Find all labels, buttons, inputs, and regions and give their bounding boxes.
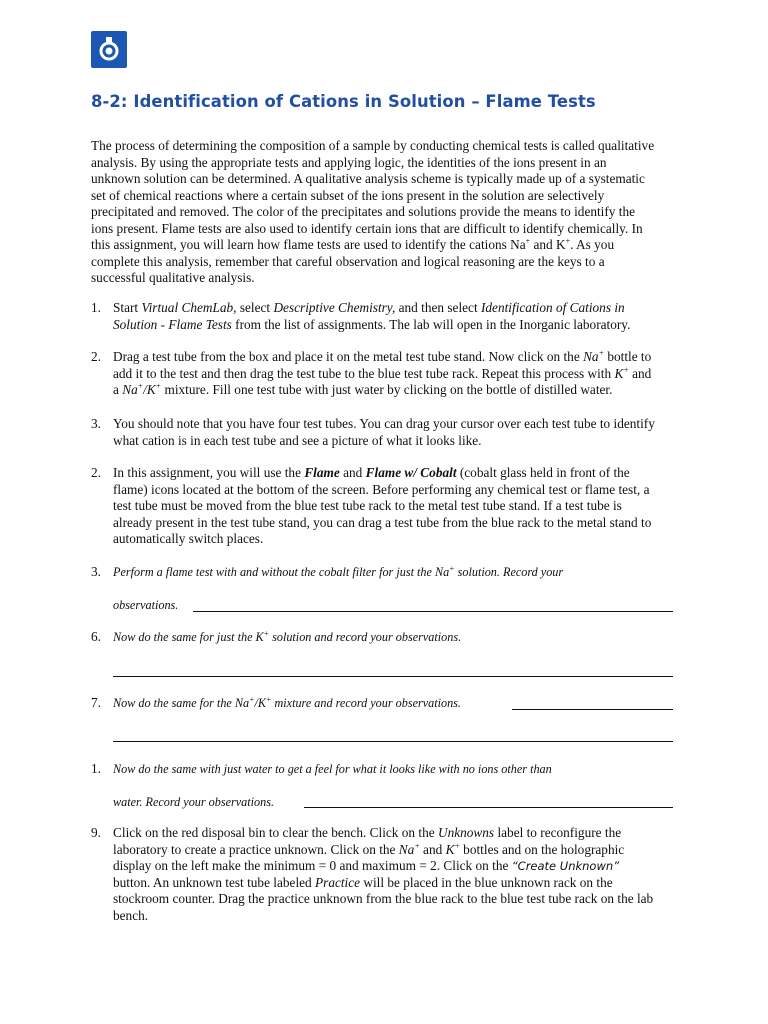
step-number: 1. — [91, 761, 101, 776]
answer-line[interactable] — [193, 611, 673, 612]
intro-line: analysis. By using the appropriate tests and applying logic, the identities of the ions present in an — [91, 154, 607, 170]
intro-line: unknown solution can be determined. A qualitative analysis scheme is typically made up of a systematic — [91, 171, 645, 186]
answer-line[interactable] — [512, 709, 673, 710]
step-number: 7. — [91, 695, 101, 710]
intro-line: this assignment, you will learn how flame tests are used to identify the cations Na+ and K+. As you — [91, 236, 615, 252]
intro-paragraph — [91, 138, 683, 287]
step-number: 2. — [91, 349, 101, 364]
step-number: 2. — [91, 465, 101, 480]
intro-line: set of chemical reactions where a certain subset of the ions present in the solution are selectively — [91, 187, 605, 203]
answer-line[interactable] — [113, 741, 673, 742]
step-number: 3. — [91, 416, 101, 431]
intro-line: complete this analysis, remember that careful observation and logical reasoning are the keys to a — [91, 253, 605, 269]
answer-line[interactable] — [304, 807, 673, 808]
page-title: 8-2: Identification of Cations in Solution – Flame Tests — [91, 92, 596, 111]
logo — [91, 31, 127, 68]
step-number: 6. — [91, 629, 101, 644]
step-number: 3. — [91, 564, 101, 579]
step-number: 1. — [91, 300, 101, 315]
intro-line: successful qualitative analysis. — [91, 270, 255, 285]
flask-logo-icon — [91, 31, 127, 68]
intro-line: precipitated and removed. The color of the precipitates and solutions provide the means to identify the — [91, 204, 636, 219]
intro-line: ions present. Flame tests are also used to identify certain ions that are difficult to identify chemically. In — [91, 220, 643, 236]
answer-line[interactable] — [113, 676, 673, 677]
step-number: 9. — [91, 825, 101, 840]
intro-line: The process of determining the composition of a sample by conducting chemical tests is called qualitative — [91, 138, 655, 153]
